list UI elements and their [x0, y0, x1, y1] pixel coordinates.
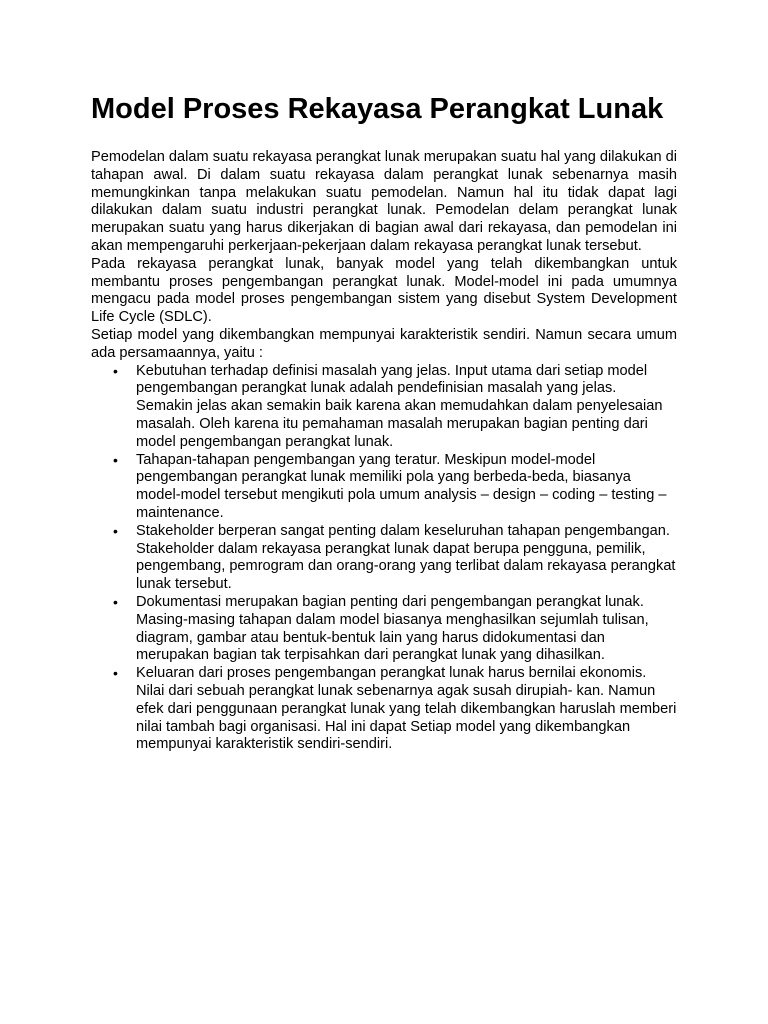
characteristics-list — [91, 363, 677, 755]
document-page — [91, 92, 677, 754]
list-item-text: Tahapan-tahapan pengembangan yang teratur. Meskipun model-model pengembangan perangkat lunak memiliki pola yang berbeda-beda, biasanya model-model tersebut mengikuti pola umum analysis – design – coding – testing – maintenance. — [136, 451, 667, 521]
list-item-text: Kebutuhan terhadap definisi masalah yang jelas. Input utama dari setiap model pengembangan perangkat lunak adalah pendefinisian masalah yang jelas. Semakin jelas akan semakin baik karena akan memudahkan dalam penyelesaian masalah. Oleh karena itu pemahaman masalah merupakan bagian penting dari model pengembangan perangkat lunak. — [136, 362, 663, 450]
bullet-icon: • — [113, 665, 118, 682]
list-item-text: Dokumentasi merupakan bagian penting dari pengembangan perangkat lunak. Masing-masing tahapan dalam model biasanya menghasilkan sejumlah tulisan, diagram, gambar atau bentuk-bentuk lain yang harus didokumentasi dan merupakan bagian tak terpisahkan dari perangkat lunak yang dihasilkan. — [136, 593, 649, 664]
list-item — [113, 362, 677, 452]
list-item — [113, 451, 677, 523]
list-item — [113, 593, 677, 665]
bullet-icon: • — [113, 522, 118, 539]
bullet-icon: • — [113, 451, 118, 468]
document-body — [91, 149, 677, 754]
paragraph-1: Pemodelan dalam suatu rekayasa perangkat lunak merupakan suatu hal yang dilakukan di tahapan awal. Di dalam suatu rekayasa dalam perangkat lunak sebenarnya masih memungkinkan tanpa melakukan suatu pemodelan. Namun hal itu tidak dapat lagi dilakukan dalam suatu industri perangkat lunak. Pemodelan delam perangkat lunak merupakan suatu yang harus dikerjakan di bagian awal dari rekayasa, dan pemodelan ini akan mempengaruhi perkerjaan-pekerjaan dalam rekayasa perangkat lunak tersebut. — [91, 149, 677, 254]
paragraph-3: Setiap model yang dikembangkan mempunyai karakteristik sendiri. Namun secara umum ada persamaannya, yaitu : — [91, 326, 677, 361]
list-item — [113, 522, 677, 594]
paragraph-2: Pada rekayasa perangkat lunak, banyak model yang telah dikembangkan untuk membantu proses pengembangan perangkat lunak. Model-model ini pada umumnya mengacu pada model proses pengembangan sistem yang disebut System Development Life Cycle (SDLC). — [91, 255, 677, 326]
list-item — [113, 665, 677, 754]
bullet-icon: • — [113, 593, 118, 610]
document-title: Model Proses Rekayasa Perangkat Lunak — [91, 93, 664, 125]
list-item-text: Stakeholder berperan sangat penting dalam keseluruhan tahapan pengembangan. Stakeholder dalam rekayasa perangkat lunak dapat berupa pengguna, pemilik, pengembang, pemrogram dan orang-orang yang terlibat dalam rekayasa perangkat lunak tersebut. — [136, 522, 676, 593]
bullet-icon: • — [113, 362, 118, 379]
list-item-text: Keluaran dari proses pengembangan perangkat lunak harus bernilai ekonomis. Nilai dari sebuah perangkat lunak sebenarnya agak susah dirupiah- kan. Namun efek dari penggunaan perangkat lunak yang telah dikembangkan haruslah memberi nilai tambah bagi organisasi. Hal ini dapat Setiap model yang dikembangkan mempunyai karakteristik sendiri-sendiri. — [136, 665, 677, 753]
